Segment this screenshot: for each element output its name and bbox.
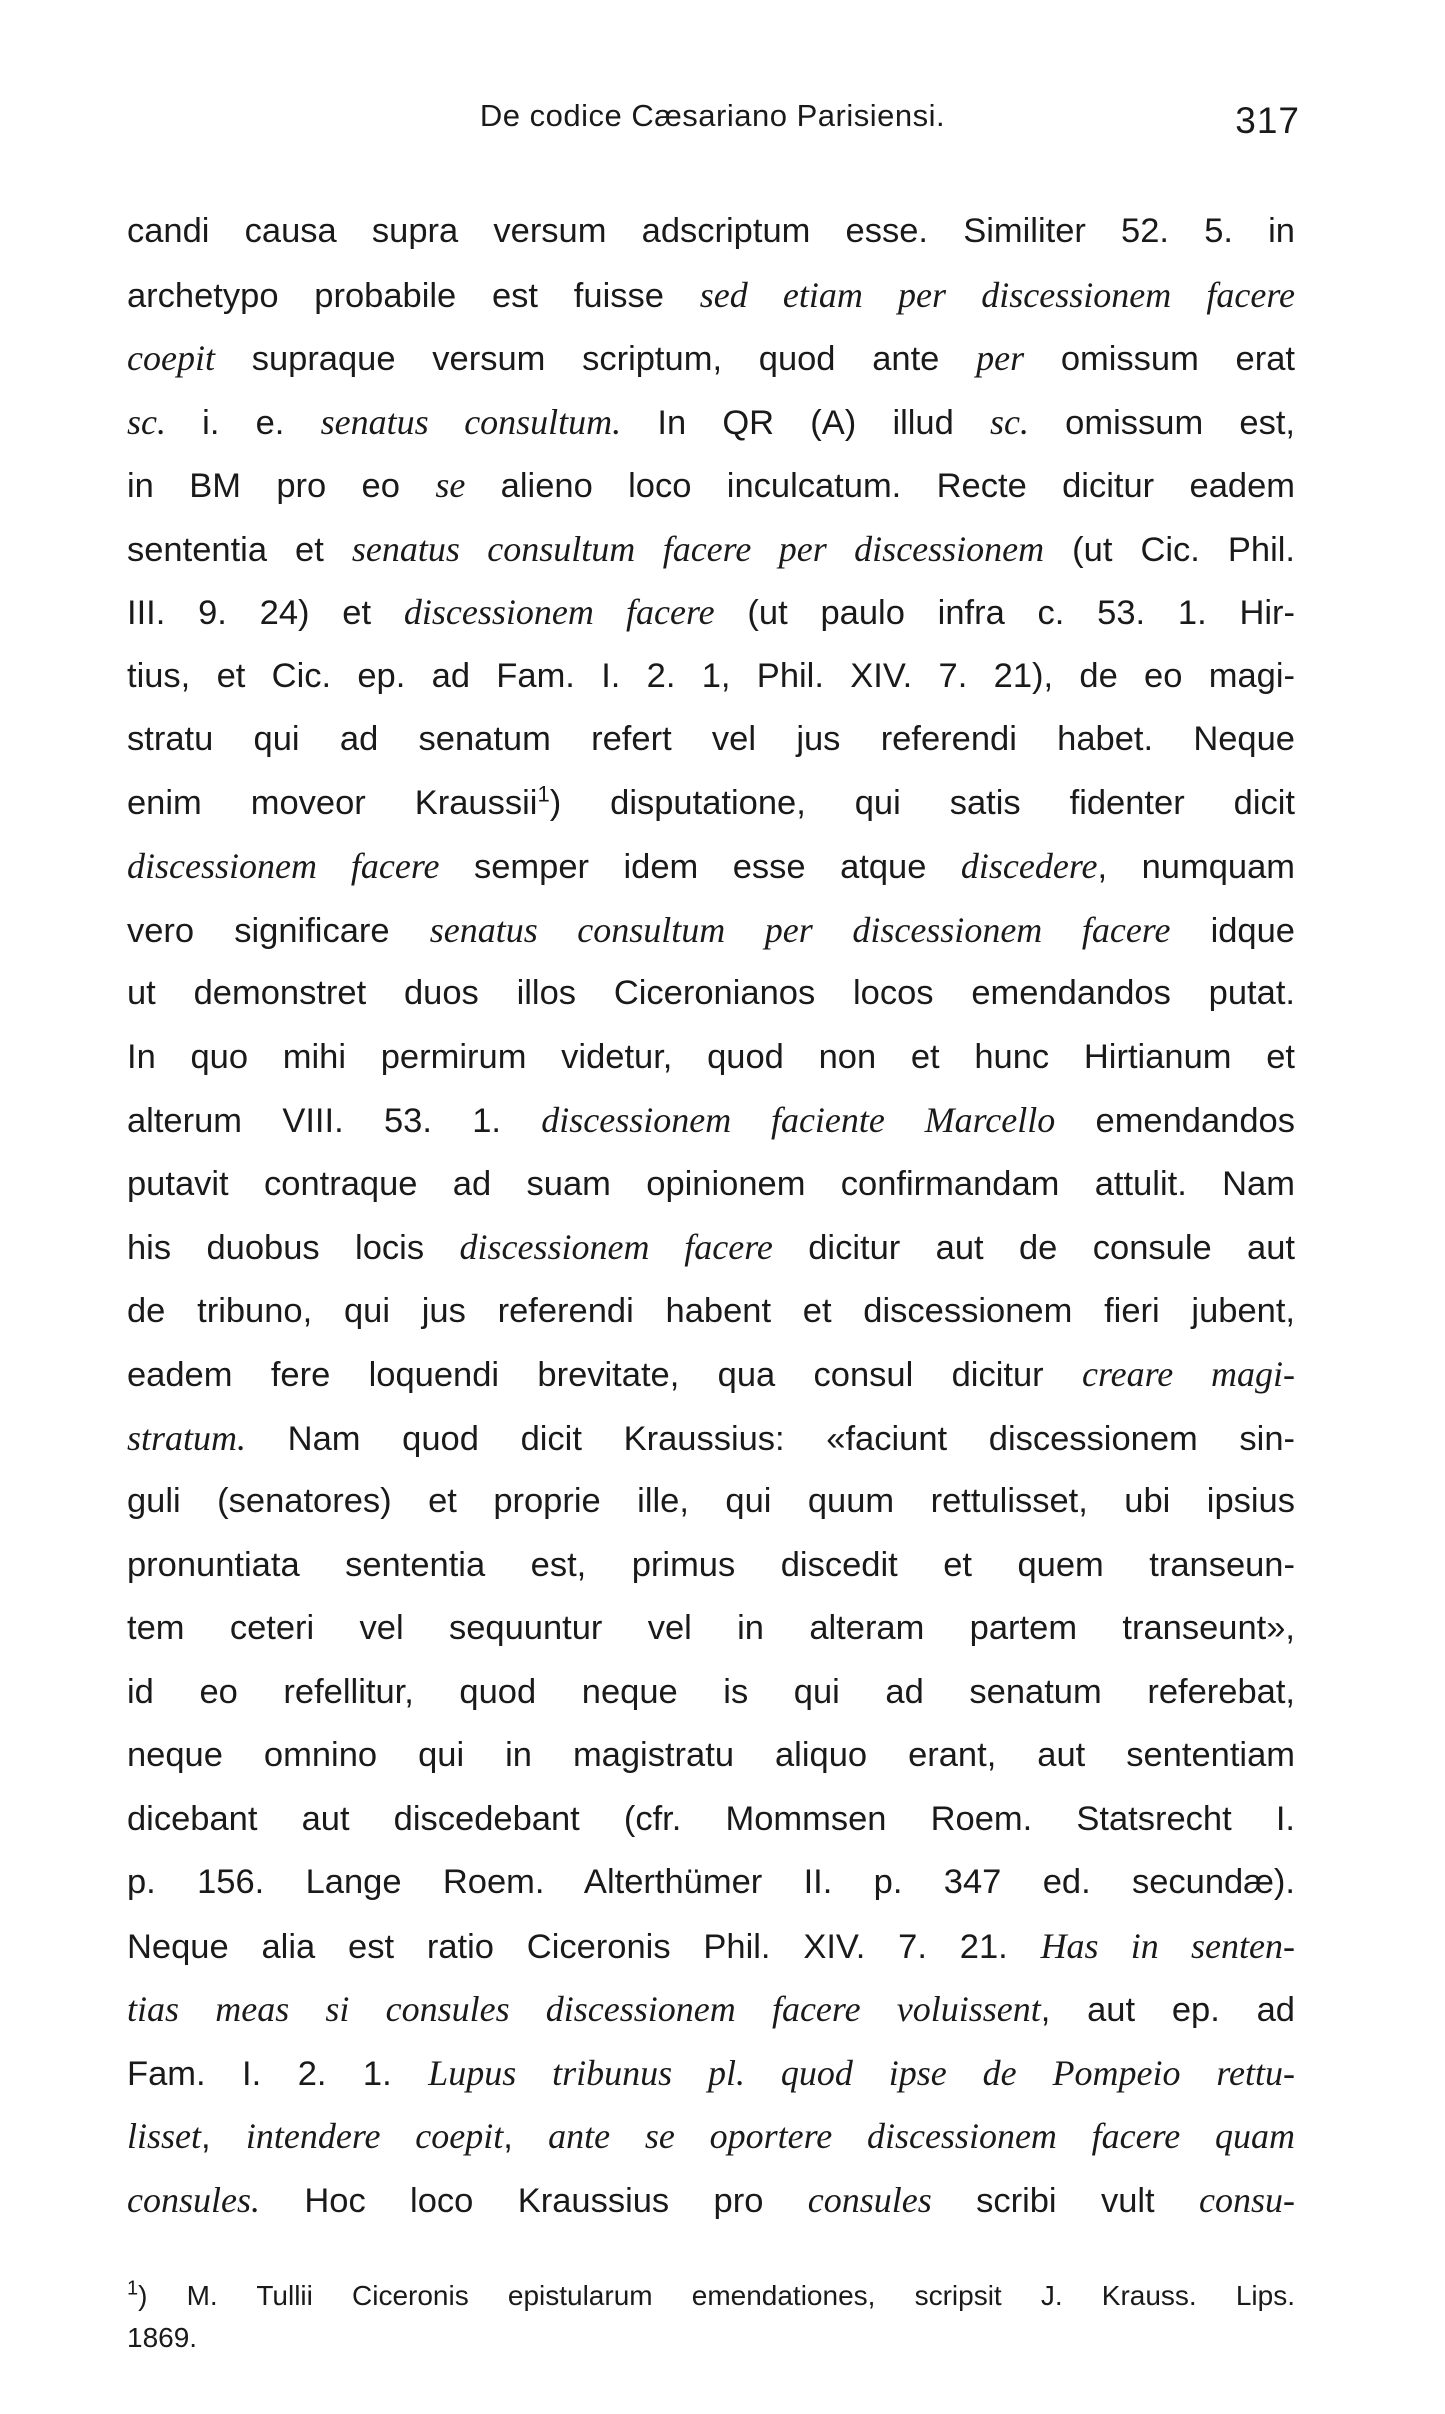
text-segment: idque — [1170, 911, 1295, 950]
text-line — [127, 899, 1295, 963]
text-line — [127, 1661, 1295, 1725]
italic-text: senatus consultum. — [320, 401, 622, 442]
running-title: De codice Cæsariano Parisiensi. — [479, 98, 946, 133]
text-segment: Hoc loco Kraussius pro — [259, 2181, 808, 2220]
text-line — [127, 1915, 1295, 1979]
text-segment: , numquam — [1097, 848, 1296, 886]
text-line — [127, 391, 1295, 455]
footnote-marker: 1 — [127, 2277, 139, 2300]
italic-text: coepit — [127, 338, 215, 378]
text-line — [127, 2042, 1295, 2106]
text-line — [127, 2105, 1295, 2169]
text-segment: i. e. — [166, 403, 321, 442]
italic-text: tias meas si consules discessionem facere voluissent — [127, 1989, 1041, 2029]
text-segment: p. 156. Lange Roem. Alterthümer II. p. 347 ed. secundæ). — [127, 1863, 1295, 1901]
text-segment: omissum est, — [1029, 403, 1295, 442]
text-line — [127, 454, 1295, 518]
text-line — [127, 1534, 1295, 1598]
text-segment: tius, et Cic. ep. ad Fam. I. 2. 1, Phil. XIV. 7. 21), de eo magi- — [127, 656, 1295, 695]
text-line — [127, 708, 1295, 772]
text-segment: (ut Cic. Phil. — [1044, 530, 1296, 569]
text-segment: scribi vult — [931, 2181, 1199, 2220]
text-line — [127, 835, 1295, 899]
italic-text: senatus consultum per discessionem facere — [429, 909, 1171, 950]
text-segment: archetypo probabile est fuisse — [127, 276, 700, 315]
italic-text: per — [976, 338, 1025, 378]
text-line — [127, 200, 1295, 264]
text-segment: dicitur aut de consule aut — [772, 1229, 1296, 1267]
text-segment: putavit contraque ad suam opinionem confirmandam attulit. Nam — [127, 1164, 1295, 1203]
italic-text: lisset — [127, 2116, 202, 2156]
text-line — [127, 1724, 1295, 1788]
footnote-reference: 1 — [537, 781, 550, 806]
text-segment: Neque alia est ratio Ciceronis Phil. XIV. 7. 21. — [127, 1927, 1041, 1966]
text-segment: tem ceteri vel sequuntur vel in alteram partem transeunt», — [127, 1609, 1295, 1647]
italic-text: Has in senten- — [1040, 1925, 1296, 1966]
text-segment: ) disputatione, qui satis fidenter dicit — [549, 783, 1295, 822]
text-line — [127, 962, 1295, 1026]
text-line — [127, 581, 1295, 645]
italic-text: discessionem faciente Marcello — [541, 1100, 1056, 1140]
italic-text: discessionem facere — [403, 592, 715, 632]
text-segment: , aut ep. ad — [1040, 1991, 1295, 2029]
text-segment: neque omnino qui in magistratu aliquo erant, aut sententiam — [127, 1736, 1295, 1774]
text-segment: alieno loco inculcatum. Recte dicitur eadem — [465, 467, 1295, 505]
text-line — [127, 1597, 1295, 1661]
text-line — [127, 264, 1295, 328]
text-segment: semper idem esse atque — [439, 848, 961, 886]
text-segment: Nam quod dicit Kraussius: «faciunt discessionem sin- — [246, 1419, 1295, 1458]
text-line — [127, 1280, 1295, 1344]
italic-text: discessionem facere — [459, 1227, 773, 1267]
italic-text: discessionem facere — [127, 846, 440, 886]
text-line — [127, 1470, 1295, 1534]
footnote-text: 1869. — [127, 2322, 198, 2353]
footnote-text: ) M. Tullii Ciceronis epistularum emendationes, scripsit J. Krauss. Lips. — [138, 2280, 1295, 2311]
text-segment: , — [201, 2118, 246, 2156]
italic-text: sc. — [127, 401, 166, 442]
text-segment: stratu qui ad senatum refert vel jus referendi habet. Neque — [127, 720, 1295, 758]
text-line — [127, 1343, 1295, 1407]
text-line — [127, 1788, 1295, 1852]
text-segment: his duobus locis — [127, 1229, 460, 1267]
text-line — [127, 1407, 1295, 1471]
text-segment: enim moveor Kraussii — [127, 783, 538, 822]
italic-text: stratum. — [127, 1417, 247, 1458]
italic-text: consules — [807, 2179, 932, 2220]
text-segment: sententia et — [127, 530, 352, 569]
text-segment: Fam. I. 2. 1. — [127, 2054, 429, 2093]
text-line — [127, 1089, 1295, 1153]
text-segment: alterum VIII. 53. 1. — [127, 1102, 542, 1140]
text-line — [127, 772, 1295, 836]
text-segment: III. 9. 24) et — [127, 594, 404, 632]
text-segment: vero significare — [127, 911, 430, 950]
text-segment: id eo refellitur, quod neque is qui ad senatum referebat, — [127, 1672, 1295, 1711]
text-segment: eadem fere loquendi brevitate, qua consul dicitur — [127, 1356, 1082, 1394]
footnote-line — [127, 2317, 1295, 2359]
text-segment: (ut paulo infra c. 53. 1. Hir- — [714, 594, 1296, 632]
text-segment: candi causa supra versum adscriptum esse. Similiter 52. 5. in — [127, 212, 1295, 250]
text-line — [127, 1851, 1295, 1915]
text-segment: In QR (A) illud — [621, 403, 990, 442]
text-segment: supraque versum scriptum, quod ante — [214, 340, 977, 378]
italic-text: sed etiam per discessionem facere — [699, 274, 1295, 315]
italic-text: se — [435, 465, 466, 505]
text-segment: dicebant aut discedebant (cfr. Mommsen Roem. Statsrecht I. — [127, 1799, 1295, 1838]
italic-text: intendere coepit — [245, 2116, 504, 2156]
text-segment: emendandos — [1055, 1102, 1295, 1140]
body-text — [127, 200, 1295, 2232]
text-line — [127, 327, 1295, 391]
italic-text: senatus consultum facere per discessionem — [351, 528, 1045, 569]
italic-text: creare magi- — [1081, 1354, 1295, 1394]
text-line — [127, 645, 1295, 709]
italic-text: consules. — [127, 2179, 260, 2220]
italic-text: Lupus tribunus pl. quod ipse de Pompeio rettu- — [428, 2052, 1295, 2093]
text-segment: de tribuno, qui jus referendi habent et discessionem fieri jubent, — [127, 1291, 1295, 1330]
text-segment: ut demonstret duos illos Ciceronianos locos emendandos putat. — [127, 974, 1295, 1012]
text-segment: omissum erat — [1024, 340, 1295, 378]
text-line — [127, 1153, 1295, 1217]
text-line — [127, 1216, 1295, 1280]
text-line — [127, 1026, 1295, 1090]
text-line — [127, 2169, 1295, 2233]
text-line — [127, 1978, 1295, 2042]
text-segment: In quo mihi permirum videtur, quod non et hunc Hirtianum et — [127, 1037, 1295, 1076]
text-segment: , — [503, 2118, 549, 2156]
text-line — [127, 518, 1295, 582]
text-segment: guli (senatores) et proprie ille, qui quum rettulisset, ubi ipsius — [127, 1482, 1295, 1520]
text-segment: in BM pro eo — [127, 467, 436, 505]
footnotes — [127, 2275, 1295, 2359]
italic-text: sc. — [990, 401, 1029, 442]
text-segment: pronuntiata sententia est, primus discedit et quem transeun- — [127, 1545, 1295, 1584]
italic-text: ante se oportere discessionem facere quam — [548, 2116, 1295, 2156]
page-number: 317 — [1235, 100, 1300, 141]
running-head — [125, 98, 1300, 148]
footnote-line — [127, 2275, 1295, 2317]
italic-text: discedere — [960, 846, 1098, 886]
italic-text: consu- — [1199, 2179, 1295, 2220]
